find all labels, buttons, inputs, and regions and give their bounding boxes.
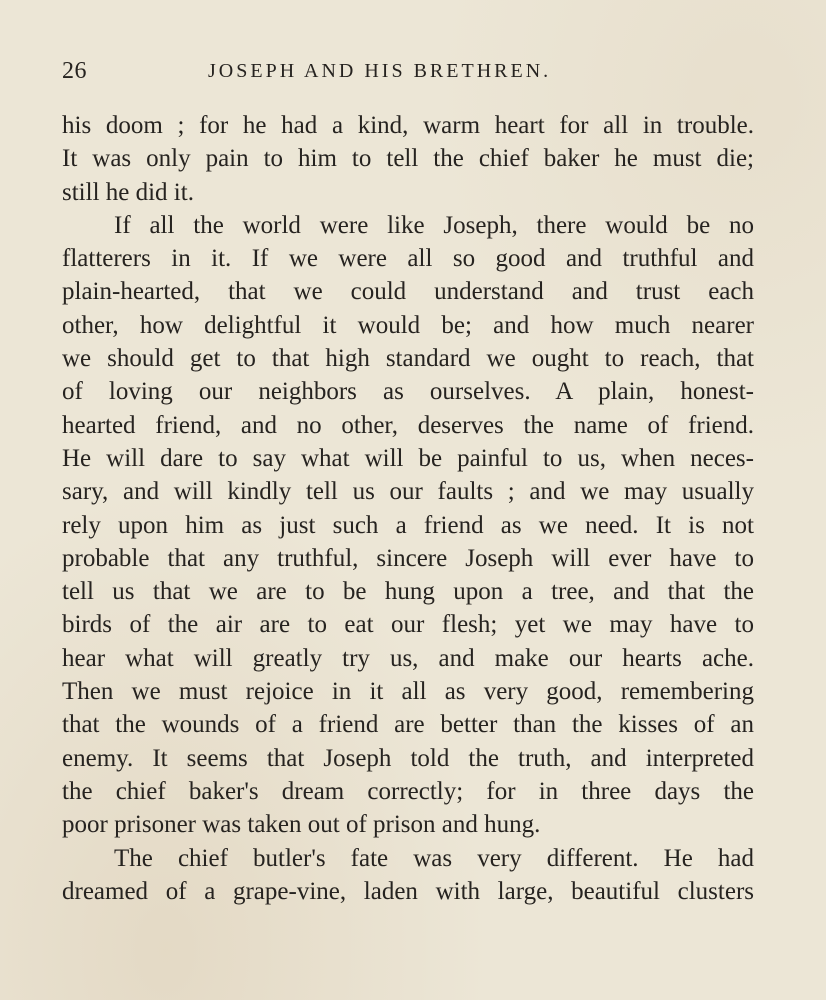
text-line: the chief baker's dream correctly; for in three days the [62, 777, 754, 805]
text-line: of loving our neighbors as ourselves. A plain, honest- [62, 378, 754, 406]
text-line: his doom ; for he had a kind, warm heart for all in trouble. [62, 112, 754, 139]
text-line: Then we must rejoice in it all as very good, remembering [62, 678, 754, 706]
text-line: still he did it. [62, 178, 194, 206]
text-line: probable that any truthful, sincere Joseph will ever have to [62, 544, 754, 572]
text-line: plain-hearted, that we could understand and trust each [62, 278, 754, 306]
text-line: poor prisoner was taken out of prison and hung. [62, 811, 541, 839]
text-line: other, how delightful it would be; and how much nearer [62, 311, 754, 339]
text-line: He will dare to say what will be painful to us, when neces- [62, 444, 754, 472]
text-line: It was only pain to him to tell the chief baker he must die; [62, 145, 754, 173]
text-line: sary, and will kindly tell us our faults ; and we may usually [62, 478, 754, 506]
text-line: If all the world were like Joseph, there would be no [114, 211, 754, 239]
page-header [62, 58, 762, 92]
text-line: tell us that we are to be hung upon a tree, and that the [62, 578, 754, 606]
text-line: birds of the air are to eat our flesh; yet we may have to [62, 611, 754, 639]
text-line: The chief butler's fate was very different. He had [114, 844, 754, 872]
body-text [62, 109, 754, 908]
text-line: hearted friend, and no other, deserves the name of friend. [62, 411, 754, 439]
text-line: enemy. It seems that Joseph told the truth, and interpreted [62, 744, 754, 772]
text-line: that the wounds of a friend are better than the kisses of an [62, 711, 754, 739]
text-line: we should get to that high standard we ought to reach, that [62, 345, 754, 373]
text-line: rely upon him as just such a friend as we need. It is not [62, 511, 754, 539]
running-title: JOSEPH AND HIS BRETHREN. [208, 60, 552, 82]
text-line: dreamed of a grape-vine, laden with large, beautiful clusters [62, 877, 754, 905]
page-number: 26 [62, 58, 87, 84]
text-line: flatterers in it. If we were all so good and truthful and [62, 245, 754, 273]
text-line: hear what will greatly try us, and make our hearts ache. [62, 644, 754, 672]
